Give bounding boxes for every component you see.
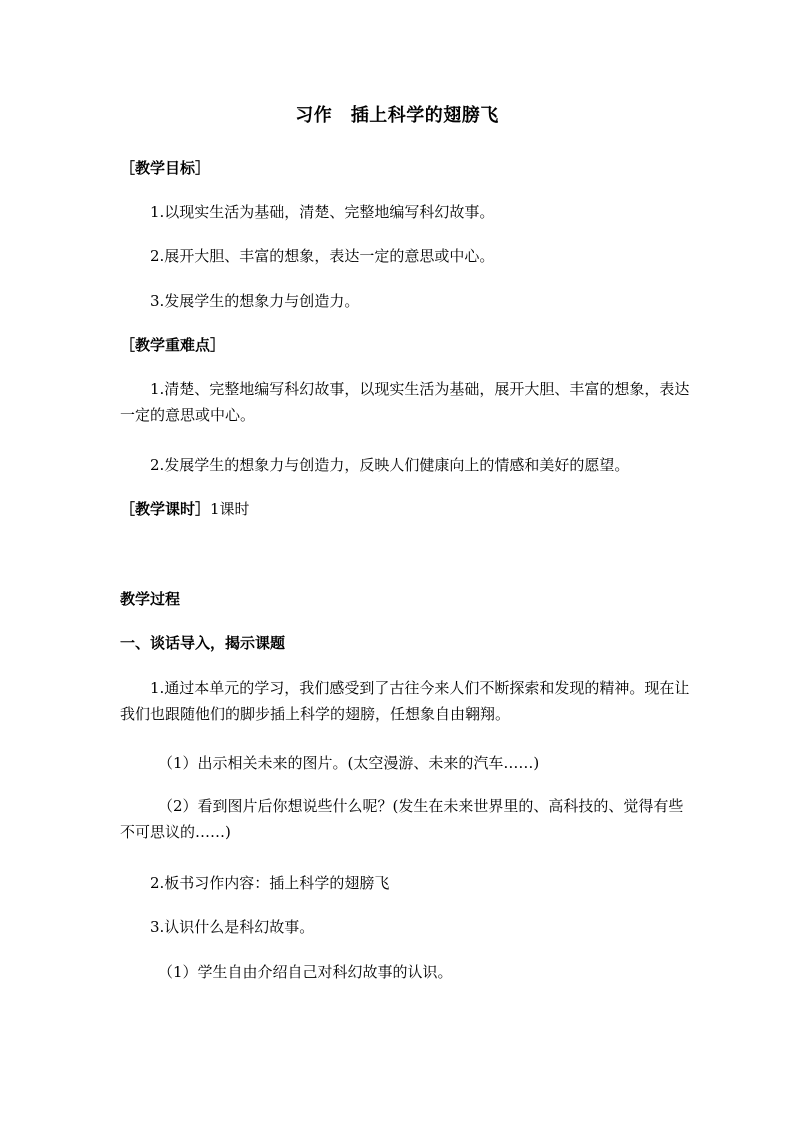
objective-item: 1.以现实生活为基础，清楚、完整地编写科幻故事。: [150, 203, 495, 221]
sub-item: （1）学生自由介绍自己对科幻故事的认识。: [158, 963, 453, 981]
sub-item: （1）出示相关未来的图片。(太空漫游、未来的汽车……): [158, 754, 540, 772]
sub-item: （2）看到图片后你想说些什么呢？(发生在未来世界里的、高科技的、觉得有些不可思议的……): [120, 797, 684, 841]
key-point-item: 2.发展学生的想象力与创造力，反映人们健康向上的情感和美好的愿望。: [150, 456, 630, 474]
paragraph: 3.认识什么是科幻故事。: [150, 918, 315, 936]
document-title: 习作 插上科学的翅膀飞: [295, 105, 499, 126]
objective-item: 3.发展学生的想象力与创造力。: [150, 292, 360, 310]
process-heading: 教学过程: [120, 590, 181, 608]
class-hours-heading: ［教学课时］: [120, 500, 211, 518]
key-point-item: 1.清楚、完整地编写科幻故事，以现实生活为基础，展开大胆、丰富的想象，表达一定的意思或中心。: [120, 380, 690, 424]
paragraph: 1.通过本单元的学习，我们感受到了古往今来人们不断探索和发现的精神。现在让我们也跟随他们的脚步插上科学的翅膀，任想象自由翱翔。: [120, 679, 690, 723]
objectives-heading: ［教学目标］: [120, 159, 211, 177]
class-hours-value: 1课时: [210, 500, 250, 518]
key-points-heading: ［教学重难点］: [120, 336, 226, 354]
class-hours-line: [120, 499, 680, 519]
paragraph: 2.板书习作内容：插上科学的翅膀飞: [150, 874, 390, 892]
objective-item: 2.展开大胆、丰富的想象，表达一定的意思或中心。: [150, 247, 495, 265]
section-heading: 一、谈话导入，揭示课题: [120, 634, 286, 652]
